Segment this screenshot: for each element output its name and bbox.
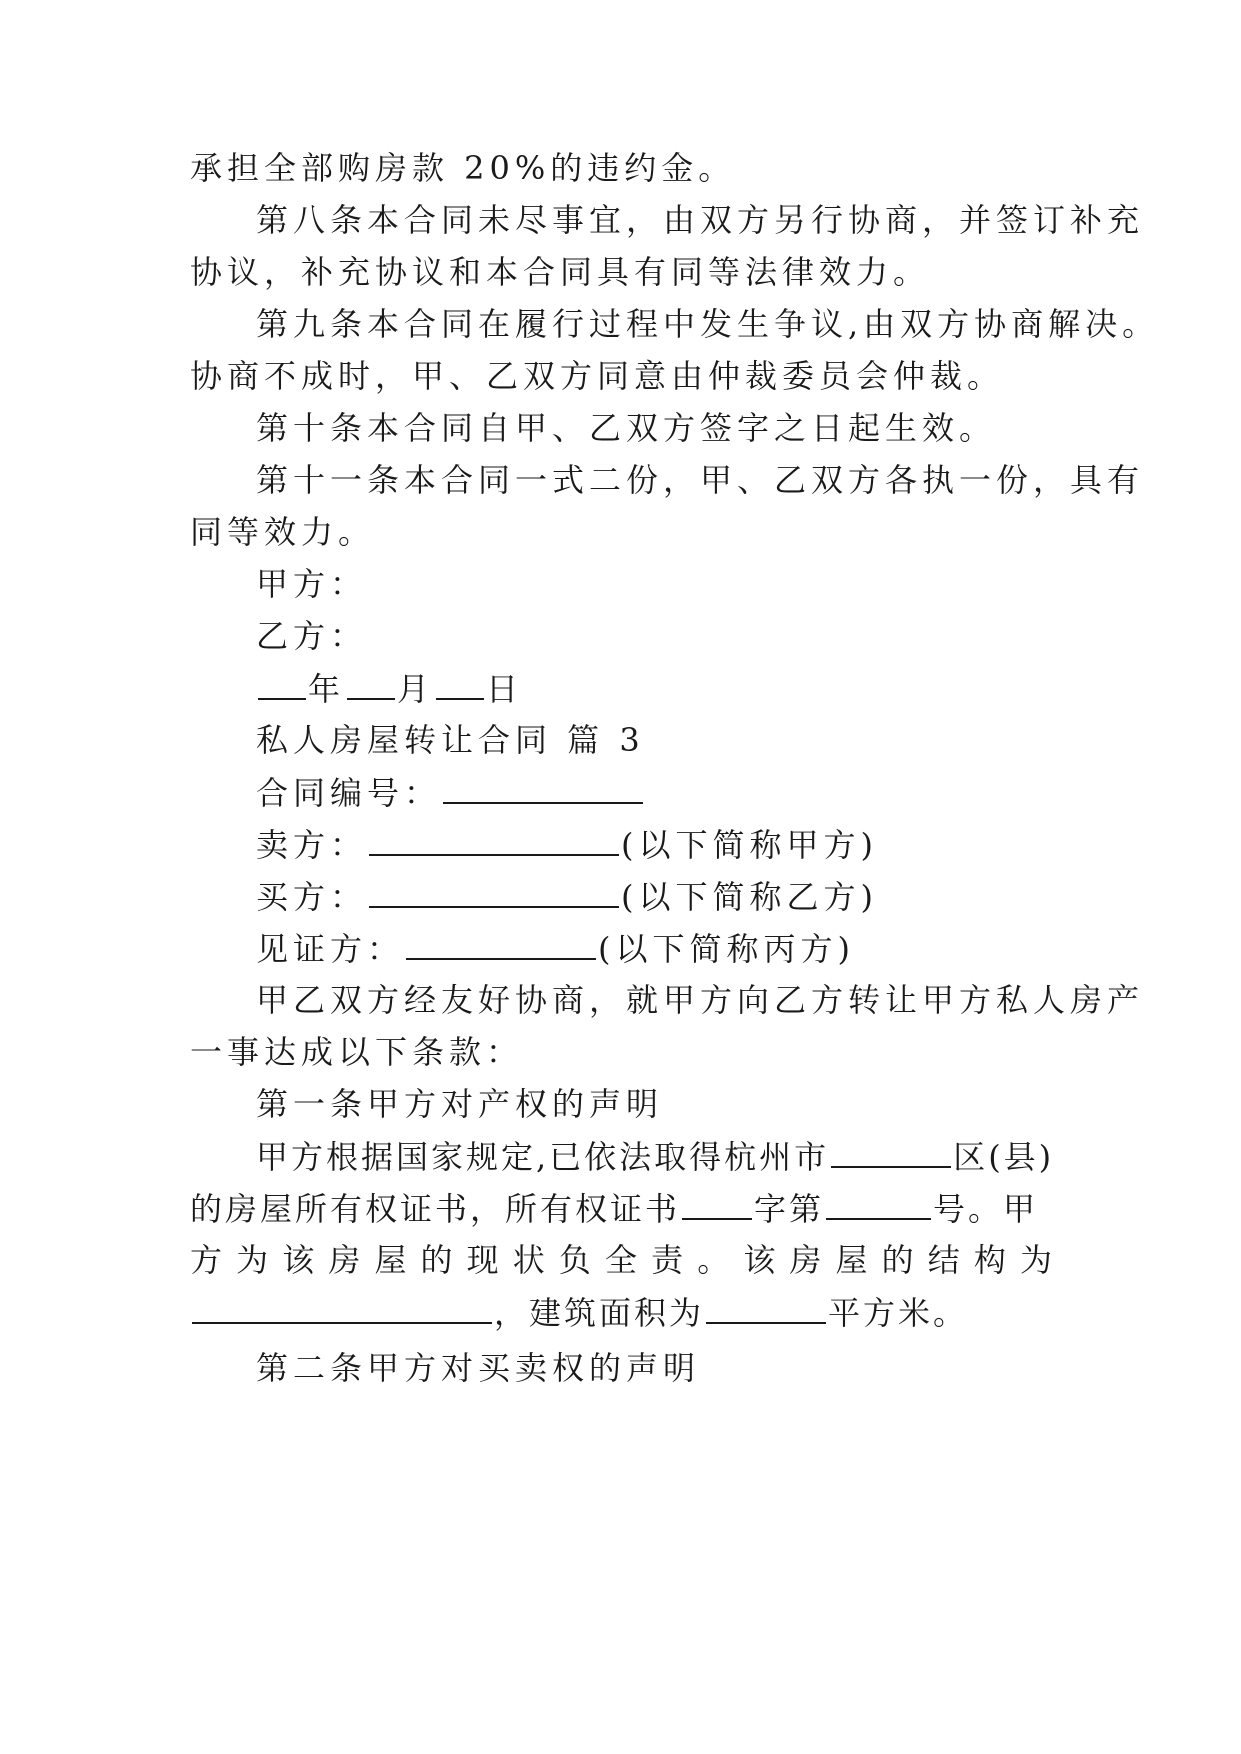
buyer-suffix: (以下简称乙方) bbox=[621, 878, 878, 916]
date-line bbox=[256, 668, 1052, 708]
justified-char: 为 bbox=[236, 1241, 269, 1279]
party-b-signature: 乙方： bbox=[256, 617, 368, 655]
justified-char: 全 bbox=[604, 1241, 637, 1279]
clause1-line bbox=[190, 1292, 1052, 1332]
blank-line bbox=[826, 1188, 931, 1220]
witness-label: 见证方： bbox=[256, 930, 405, 968]
justified-char: 屋 bbox=[835, 1241, 868, 1279]
clause-text: 字第 bbox=[754, 1190, 825, 1228]
blank-line bbox=[258, 668, 306, 700]
justified-char: 的 bbox=[420, 1241, 453, 1279]
clause-text: 号。甲 bbox=[933, 1190, 1039, 1228]
blank-line bbox=[443, 772, 643, 804]
witness-line bbox=[256, 928, 1052, 968]
justified-char: 房 bbox=[789, 1241, 822, 1279]
seller-line bbox=[256, 824, 1052, 864]
blank-line bbox=[706, 1292, 826, 1324]
clause1-line bbox=[190, 1188, 1052, 1228]
blank-line bbox=[436, 668, 484, 700]
seller-suffix: (以下简称甲方) bbox=[621, 826, 878, 864]
justified-char: 责 bbox=[651, 1241, 684, 1279]
justified-char: 为 bbox=[1019, 1241, 1052, 1279]
party-a-signature: 甲方： bbox=[256, 565, 368, 603]
text-line: 第十条本合同自甲、乙双方签字之日起生效。 bbox=[256, 409, 997, 447]
text-line: 协议，补充协议和本合同具有同等法律效力。 bbox=[190, 253, 931, 291]
clause-text: 甲方根据国家规定,已依法取得杭州市 bbox=[256, 1138, 830, 1176]
clause-text: 的房屋所有权证书，所有权证书 bbox=[190, 1190, 681, 1228]
contract-number-label: 合同编号： bbox=[256, 774, 442, 812]
blank-line bbox=[369, 876, 619, 908]
justified-char: 负 bbox=[558, 1241, 591, 1279]
date-month-label: 月 bbox=[397, 670, 435, 708]
justified-char: 方 bbox=[190, 1241, 223, 1279]
clause1-justified-line bbox=[190, 1240, 1052, 1280]
text-line: 第八条本合同未尽事宜，由双方另行协商，并签订补充 bbox=[256, 201, 1145, 239]
text-line: 一事达成以下条款： bbox=[190, 1033, 524, 1071]
justified-char: 现 bbox=[466, 1241, 499, 1279]
witness-suffix: (以下简称丙方) bbox=[598, 930, 855, 968]
text-line: 第九条本合同在履行过程中发生争议,由双方协商解决。 bbox=[256, 305, 1160, 343]
clause-text: 平方米。 bbox=[828, 1294, 969, 1332]
justified-char: 屋 bbox=[374, 1241, 407, 1279]
justified-char: 该 bbox=[743, 1241, 776, 1279]
text-line: 承担全部购房款 20%的违约金。 bbox=[190, 149, 736, 187]
clause-heading: 第二条甲方对买卖权的声明 bbox=[256, 1349, 701, 1387]
clause-heading: 第一条甲方对产权的声明 bbox=[256, 1085, 664, 1123]
justified-char: 构 bbox=[973, 1241, 1006, 1279]
justified-char: 该 bbox=[282, 1241, 315, 1279]
buyer-label: 买方： bbox=[256, 878, 368, 916]
justified-char: 状 bbox=[512, 1241, 545, 1279]
clause-text: 区(县) bbox=[953, 1138, 1055, 1176]
section-title: 私人房屋转让合同 篇 3 bbox=[256, 721, 645, 759]
text-line: 协商不成时，甲、乙双方同意由仲裁委员会仲裁。 bbox=[190, 357, 1005, 395]
seller-label: 卖方： bbox=[256, 826, 368, 864]
clause1-line bbox=[256, 1136, 1055, 1176]
blank-line bbox=[369, 824, 619, 856]
clause-text: ，建筑面积为 bbox=[494, 1294, 705, 1332]
justified-char: 房 bbox=[328, 1241, 361, 1279]
justified-char: 。 bbox=[697, 1241, 730, 1279]
blank-line bbox=[682, 1188, 752, 1220]
text-line: 甲乙双方经友好协商，就甲方向乙方转让甲方私人房产 bbox=[256, 981, 1145, 1019]
date-year-label: 年 bbox=[308, 670, 346, 708]
date-day-label: 日 bbox=[486, 670, 524, 708]
blank-line bbox=[192, 1292, 492, 1324]
justified-char: 的 bbox=[881, 1241, 914, 1279]
blank-line bbox=[406, 928, 596, 960]
justified-char: 结 bbox=[927, 1241, 960, 1279]
buyer-line bbox=[256, 876, 1052, 916]
contract-number-line bbox=[256, 772, 1052, 812]
blank-line bbox=[831, 1136, 951, 1168]
blank-line bbox=[347, 668, 395, 700]
text-line: 同等效力。 bbox=[190, 513, 376, 551]
text-line: 第十一条本合同一式二份，甲、乙双方各执一份，具有 bbox=[256, 461, 1145, 499]
